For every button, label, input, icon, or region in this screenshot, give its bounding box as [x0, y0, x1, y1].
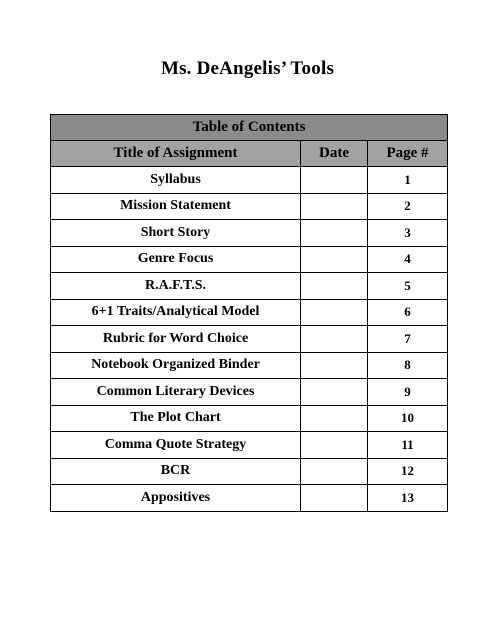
assignment-title-cell: Genre Focus — [51, 246, 301, 273]
table-row — [51, 432, 448, 459]
assignment-title-cell: Appositives — [51, 485, 301, 512]
date-cell — [301, 458, 368, 485]
assignment-title-cell: Rubric for Word Choice — [51, 326, 301, 353]
date-cell — [301, 485, 368, 512]
assignment-title-cell: BCR — [51, 458, 301, 485]
table-row — [51, 273, 448, 300]
page-number-cell: 10 — [368, 405, 448, 432]
page-number-cell: 7 — [368, 326, 448, 353]
table-row — [51, 246, 448, 273]
column-header-title: Title of Assignment — [51, 141, 301, 167]
table-caption: Table of Contents — [51, 115, 448, 141]
column-header-date: Date — [301, 141, 368, 167]
assignment-title-cell: Mission Statement — [51, 193, 301, 220]
page-number-cell: 1 — [368, 167, 448, 194]
table-row — [51, 193, 448, 220]
date-cell — [301, 273, 368, 300]
page-number-cell: 4 — [368, 246, 448, 273]
date-cell — [301, 299, 368, 326]
page-number-cell: 13 — [368, 485, 448, 512]
table-row — [51, 352, 448, 379]
page-number-cell: 2 — [368, 193, 448, 220]
table-body — [51, 167, 448, 512]
date-cell — [301, 167, 368, 194]
page-number-cell: 9 — [368, 379, 448, 406]
table-row — [51, 220, 448, 247]
table-row — [51, 379, 448, 406]
table-row — [51, 326, 448, 353]
assignment-title-cell: Notebook Organized Binder — [51, 352, 301, 379]
assignment-title-cell: R.A.F.T.S. — [51, 273, 301, 300]
date-cell — [301, 326, 368, 353]
page-number-cell: 6 — [368, 299, 448, 326]
assignment-title-cell: Syllabus — [51, 167, 301, 194]
page-number-cell: 11 — [368, 432, 448, 459]
table-row — [51, 405, 448, 432]
page-title: Ms. DeAngelis’ Tools — [160, 58, 335, 79]
column-header-page: Page # — [368, 141, 448, 167]
page-number-cell: 5 — [368, 273, 448, 300]
date-cell — [301, 352, 368, 379]
table-row — [51, 485, 448, 512]
date-cell — [301, 193, 368, 220]
date-cell — [301, 220, 368, 247]
date-cell — [301, 246, 368, 273]
page-number-cell: 12 — [368, 458, 448, 485]
table-row — [51, 167, 448, 194]
table-header-row — [51, 141, 448, 167]
table-of-contents — [50, 114, 448, 512]
assignment-title-cell: 6+1 Traits/Analytical Model — [51, 299, 301, 326]
table-caption-row — [51, 115, 448, 141]
assignment-title-cell: Short Story — [51, 220, 301, 247]
assignment-title-cell: Common Literary Devices — [51, 379, 301, 406]
date-cell — [301, 405, 368, 432]
date-cell — [301, 379, 368, 406]
table-row — [51, 458, 448, 485]
assignment-title-cell: Comma Quote Strategy — [51, 432, 301, 459]
page-number-cell: 8 — [368, 352, 448, 379]
date-cell — [301, 432, 368, 459]
table-row — [51, 299, 448, 326]
assignment-title-cell: The Plot Chart — [51, 405, 301, 432]
page-number-cell: 3 — [368, 220, 448, 247]
